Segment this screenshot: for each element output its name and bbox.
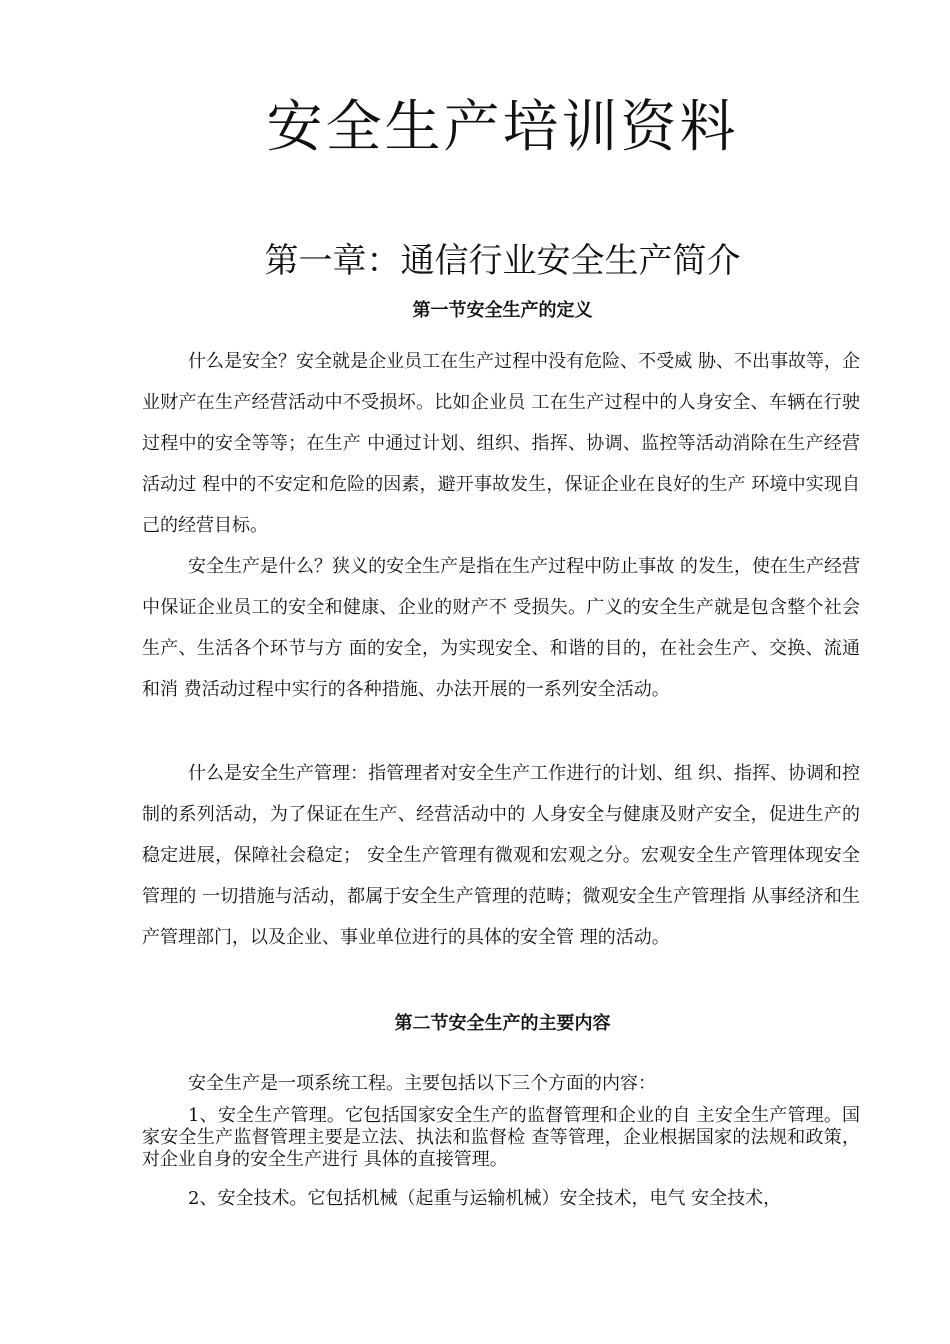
document-title: 安全生产培训资料 xyxy=(266,95,739,160)
list-item-technology: 2、安全技术。它包括机械（起重与运输机械）安全技术，电气 安全技术， xyxy=(188,1188,782,1209)
section-heading: 第一节安全生产的定义 xyxy=(412,300,593,321)
chapter-title: 第一章：通信行业安全生产简介 xyxy=(264,241,741,281)
paragraph-intro: 安全生产是一项系统工程。主要包括以下三个方面的内容： xyxy=(188,1073,656,1094)
paragraph-safety-definition: 什么是安全？安全就是企业员工在生产过程中没有危险、不受威 胁、不出事故等，企业财产在生产经营活动中不受损坏。比如企业员 工在生产过程中的人身安全、车辆在行驶过程中的安全等等；在生产 中通过计划、组织、指挥、协调、监控等活动消除在生产经营活动过 程中的不安定和危险的因素，避开事故发生，保证企业在良好的生产 环境中实现自己的经营目标。 xyxy=(142,351,860,536)
paragraph-safe-production: 安全生产是什么？狭义的安全生产是指在生产过程中防止事故 的发生，使在生产经营中保证企业员工的安全和健康、企业的财产不 受损失。广义的安全生产就是包含整个社会生产、生活各个环节与方 面的安全，为实现安全、和谐的目的，在社会生产、交换、流通和消 费活动过程中实行的各种措施、办法开展的一系列安全活动。 xyxy=(142,556,860,700)
list-item-management: 1、安全生产管理。它包括国家安全生产的监督管理和企业的自 主安全生产管理。国家安全生产监督管理主要是立法、执法和监督检 查等管理，企业根据国家的法规和政策，对企业自身的安全生产进行 具体的直接管理。 xyxy=(142,1105,860,1170)
paragraph-safety-management: 什么是安全生产管理：指管理者对安全生产工作进行的计划、组 织、指挥、协调和控制的系列活动，为了保证在生产、经营活动中的 人身安全与健康及财产安全，促进生产的稳定进展，保障社会稳定； 安全生产管理有微观和宏观之分。宏观安全生产管理体现安全管理的 一切措施与活动，都属于安全生产管理的范畴；微观安全生产管理指 从事经济和生产管理部门，以及企业、事业单位进行的具体的安全管 理的活动。 xyxy=(142,763,860,948)
section-heading: 第二节安全生产的主要内容 xyxy=(394,1013,611,1034)
